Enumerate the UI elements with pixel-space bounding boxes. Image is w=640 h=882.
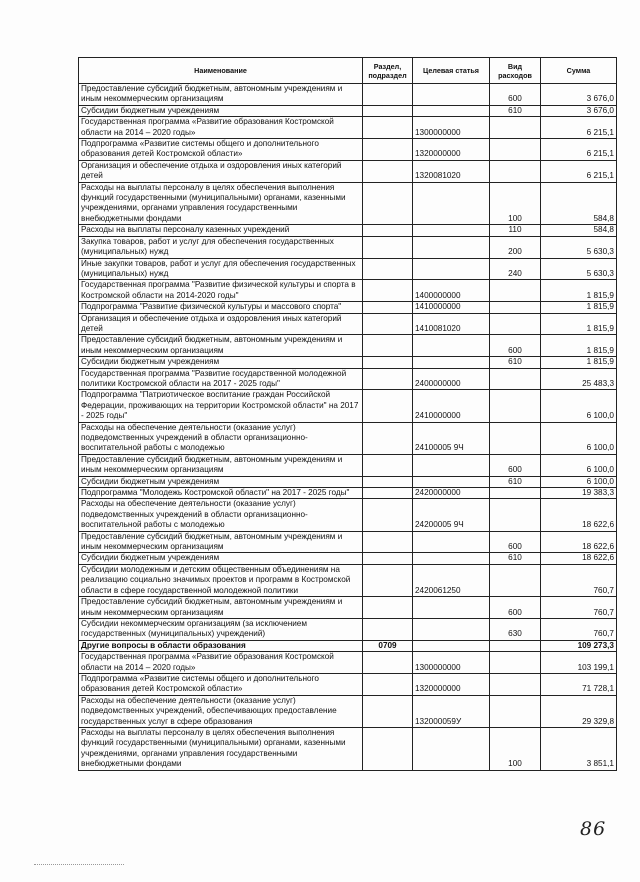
cell-name: Организация и обеспечение отдыха и оздоровления иных категорий детей — [79, 313, 363, 335]
cell-section — [363, 597, 413, 619]
cell-sum: 5 630,3 — [541, 236, 617, 258]
cell-section — [363, 727, 413, 770]
cell-exptype — [490, 499, 541, 531]
cell-name: Субсидии бюджетным учреждениям — [79, 105, 363, 116]
table-row — [79, 695, 617, 727]
budget-table — [78, 57, 617, 771]
cell-target — [413, 727, 490, 770]
table-row — [79, 117, 617, 139]
cell-exptype — [490, 673, 541, 695]
cell-exptype — [490, 640, 541, 651]
cell-sum: 3 676,0 — [541, 84, 617, 106]
table-row — [79, 225, 617, 236]
cell-name: Подпрограмма "Патриотическое воспитание граждан Российской Федерации, проживающих на территории Костромской области" на 2017 - 2025 годы" — [79, 390, 363, 422]
table-row — [79, 280, 617, 302]
table-row — [79, 357, 617, 368]
cell-name: Расходы на обеспечение деятельности (оказание услуг) подведомственных учреждений в области организационно-воспитательной работы с молодежью — [79, 499, 363, 531]
cell-target: 24200005 9Ч — [413, 499, 490, 531]
cell-name: Другие вопросы в области образования — [79, 640, 363, 651]
cell-target: 1300000000 — [413, 117, 490, 139]
cell-name: Предоставление субсидий бюджетным, автономным учреждениям и иным некоммерческим организациям — [79, 454, 363, 476]
cell-section — [363, 652, 413, 674]
cell-section — [363, 476, 413, 487]
cell-name: Государственная программа "Развитие физической культуры и спорта в Костромской области на 2014-2020 годы" — [79, 280, 363, 302]
cell-sum: 6 100,0 — [541, 454, 617, 476]
cell-name: Подпрограмма "Молодежь Костромской области" на 2017 - 2025 годы" — [79, 488, 363, 499]
cell-target — [413, 597, 490, 619]
cell-sum: 760,7 — [541, 618, 617, 640]
cell-target — [413, 640, 490, 651]
page-number: 86 — [580, 818, 607, 840]
cell-target: 2400000000 — [413, 368, 490, 390]
cell-sum: 5 630,3 — [541, 258, 617, 280]
cell-exptype: 610 — [490, 105, 541, 116]
table-row — [79, 454, 617, 476]
cell-section — [363, 618, 413, 640]
cell-sum: 1 815,9 — [541, 302, 617, 313]
cell-name: Предоставление субсидий бюджетным, автономным учреждениям и иным некоммерческим организациям — [79, 531, 363, 553]
header-section: Раздел, подраздел — [363, 58, 413, 84]
cell-section — [363, 564, 413, 596]
cell-sum: 18 622,6 — [541, 499, 617, 531]
cell-sum: 1 815,9 — [541, 357, 617, 368]
cell-name: Предоставление субсидий бюджетным, автономным учреждениям и иным некоммерческим организациям — [79, 335, 363, 357]
cell-name: Государственная программа "Развитие государственной молодежной политики Костромской области на 2017 - 2025 годы" — [79, 368, 363, 390]
cell-sum: 1 815,9 — [541, 313, 617, 335]
cell-section — [363, 105, 413, 116]
cell-target — [413, 236, 490, 258]
cell-exptype: 600 — [490, 531, 541, 553]
table-row — [79, 160, 617, 182]
table-row — [79, 553, 617, 564]
cell-sum: 18 622,6 — [541, 553, 617, 564]
cell-target — [413, 454, 490, 476]
cell-name: Расходы на обеспечение деятельности (оказание услуг) подведомственных учреждений в области организационно-воспитательной работы с молодежью — [79, 422, 363, 454]
cell-target — [413, 618, 490, 640]
cell-exptype: 600 — [490, 335, 541, 357]
cell-section — [363, 454, 413, 476]
cell-exptype: 200 — [490, 236, 541, 258]
footer-dotted-line — [34, 864, 124, 865]
cell-target: 1410081020 — [413, 313, 490, 335]
cell-section — [363, 390, 413, 422]
cell-name: Государственная программа «Развитие образования Костромской области на 2014 – 2020 годы» — [79, 117, 363, 139]
cell-target — [413, 258, 490, 280]
table-row — [79, 652, 617, 674]
cell-name: Организация и обеспечение отдыха и оздоровления иных категорий детей — [79, 160, 363, 182]
cell-target: 2420000000 — [413, 488, 490, 499]
cell-target: 1400000000 — [413, 280, 490, 302]
cell-section — [363, 182, 413, 225]
table-row — [79, 105, 617, 116]
table-row — [79, 182, 617, 225]
table-row — [79, 84, 617, 106]
table-body — [79, 84, 617, 771]
cell-exptype — [490, 652, 541, 674]
cell-section — [363, 139, 413, 161]
table-row — [79, 499, 617, 531]
cell-section — [363, 531, 413, 553]
cell-target: 1320000000 — [413, 673, 490, 695]
table-row — [79, 531, 617, 553]
cell-sum: 1 815,9 — [541, 280, 617, 302]
cell-sum: 19 383,3 — [541, 488, 617, 499]
header-name: Наименование — [79, 58, 363, 84]
cell-sum: 18 622,6 — [541, 531, 617, 553]
cell-target: 1320000000 — [413, 139, 490, 161]
cell-target — [413, 553, 490, 564]
cell-target: 1320081020 — [413, 160, 490, 182]
cell-name: Государственная программа «Развитие образования Костромской области на 2014 – 2020 годы» — [79, 652, 363, 674]
cell-section — [363, 553, 413, 564]
cell-section — [363, 368, 413, 390]
cell-section — [363, 422, 413, 454]
cell-target: 1300000000 — [413, 652, 490, 674]
cell-exptype — [490, 390, 541, 422]
cell-target: 24100005 9Ч — [413, 422, 490, 454]
cell-sum: 6 215,1 — [541, 160, 617, 182]
cell-name: Закупка товаров, работ и услуг для обеспечения государственных (муниципальных) нужд — [79, 236, 363, 258]
cell-name: Субсидии бюджетным учреждениям — [79, 476, 363, 487]
table-row — [79, 640, 617, 651]
cell-sum: 6 100,0 — [541, 422, 617, 454]
table-row — [79, 302, 617, 313]
cell-sum: 1 815,9 — [541, 335, 617, 357]
cell-name: Субсидии бюджетным учреждениям — [79, 553, 363, 564]
cell-target: 132000059У — [413, 695, 490, 727]
cell-sum: 3 676,0 — [541, 105, 617, 116]
table-row — [79, 368, 617, 390]
cell-sum: 103 199,1 — [541, 652, 617, 674]
cell-section — [363, 313, 413, 335]
cell-sum: 71 728,1 — [541, 673, 617, 695]
header-sum: Сумма — [541, 58, 617, 84]
cell-section — [363, 499, 413, 531]
header-exptype: Вид расходов — [490, 58, 541, 84]
cell-exptype — [490, 313, 541, 335]
cell-sum: 6 100,0 — [541, 390, 617, 422]
cell-exptype — [490, 280, 541, 302]
cell-exptype: 610 — [490, 357, 541, 368]
table-row — [79, 335, 617, 357]
cell-exptype: 100 — [490, 182, 541, 225]
cell-name: Подпрограмма «Развитие системы общего и дополнительного образования детей Костромской области» — [79, 139, 363, 161]
cell-section — [363, 280, 413, 302]
cell-section — [363, 695, 413, 727]
cell-sum: 6 215,1 — [541, 117, 617, 139]
cell-name: Расходы на выплаты персоналу в целях обеспечения выполнения функций государственными (муниципальными) органами, казенными учреждениями, органами управления государственными внебюджетными фондами — [79, 182, 363, 225]
cell-exptype: 100 — [490, 727, 541, 770]
cell-exptype: 630 — [490, 618, 541, 640]
table-row — [79, 597, 617, 619]
table-row — [79, 727, 617, 770]
cell-sum: 584,8 — [541, 182, 617, 225]
table-row — [79, 139, 617, 161]
cell-target: 2420061250 — [413, 564, 490, 596]
cell-sum: 3 851,1 — [541, 727, 617, 770]
cell-sum: 29 329,8 — [541, 695, 617, 727]
cell-target — [413, 182, 490, 225]
cell-exptype — [490, 488, 541, 499]
cell-target — [413, 335, 490, 357]
cell-name: Предоставление субсидий бюджетным, автономным учреждениям и иным некоммерческим организациям — [79, 597, 363, 619]
cell-target — [413, 105, 490, 116]
cell-target — [413, 531, 490, 553]
cell-exptype — [490, 368, 541, 390]
cell-exptype — [490, 564, 541, 596]
cell-section — [363, 673, 413, 695]
cell-section — [363, 84, 413, 106]
table-row — [79, 236, 617, 258]
cell-name: Субсидии бюджетным учреждениям — [79, 357, 363, 368]
cell-section — [363, 160, 413, 182]
cell-target — [413, 476, 490, 487]
cell-sum: 760,7 — [541, 564, 617, 596]
cell-sum: 584,8 — [541, 225, 617, 236]
table-row — [79, 488, 617, 499]
cell-exptype: 240 — [490, 258, 541, 280]
table-row — [79, 390, 617, 422]
cell-section: 0709 — [363, 640, 413, 651]
cell-exptype — [490, 302, 541, 313]
cell-section — [363, 302, 413, 313]
cell-exptype — [490, 695, 541, 727]
cell-exptype: 110 — [490, 225, 541, 236]
cell-target — [413, 225, 490, 236]
table-row — [79, 258, 617, 280]
header-target: Целевая статья — [413, 58, 490, 84]
cell-sum: 760,7 — [541, 597, 617, 619]
cell-name: Иные закупки товаров, работ и услуг для обеспечения государственных (муниципальных) нужд — [79, 258, 363, 280]
cell-sum: 6 100,0 — [541, 476, 617, 487]
cell-name: Расходы на выплаты персоналу казенных учреждений — [79, 225, 363, 236]
table-row — [79, 476, 617, 487]
cell-name: Расходы на обеспечение деятельности (оказание услуг) подведомственных учреждений, обеспечивающих предоставление государственных услуг в сфере образования — [79, 695, 363, 727]
cell-exptype: 600 — [490, 84, 541, 106]
cell-exptype: 610 — [490, 553, 541, 564]
cell-exptype: 600 — [490, 454, 541, 476]
cell-target: 1410000000 — [413, 302, 490, 313]
cell-sum: 6 215,1 — [541, 139, 617, 161]
cell-exptype: 610 — [490, 476, 541, 487]
cell-section — [363, 236, 413, 258]
cell-name: Подпрограмма «Развитие системы общего и дополнительного образования детей Костромской области» — [79, 673, 363, 695]
cell-sum: 25 483,3 — [541, 368, 617, 390]
cell-exptype — [490, 139, 541, 161]
cell-exptype — [490, 117, 541, 139]
cell-section — [363, 488, 413, 499]
cell-target — [413, 84, 490, 106]
cell-name: Предоставление субсидий бюджетным, автономным учреждениям и иным некоммерческим организациям — [79, 84, 363, 106]
table-header — [79, 58, 617, 84]
table-row — [79, 422, 617, 454]
cell-exptype: 600 — [490, 597, 541, 619]
cell-exptype — [490, 422, 541, 454]
table-row — [79, 564, 617, 596]
table-row — [79, 618, 617, 640]
cell-name: Подпрограмма "Развитие физической культуры и массового спорта" — [79, 302, 363, 313]
cell-name: Субсидии молодежным и детским общественным объединениям на реализацию социально значимых проектов и программ в Костромской области в сфере государственной молодежной политики — [79, 564, 363, 596]
cell-target — [413, 357, 490, 368]
cell-exptype — [490, 160, 541, 182]
cell-section — [363, 225, 413, 236]
cell-section — [363, 258, 413, 280]
cell-section — [363, 335, 413, 357]
cell-target: 2410000000 — [413, 390, 490, 422]
cell-section — [363, 357, 413, 368]
table-row — [79, 313, 617, 335]
cell-name: Субсидии некоммерческим организациям (за исключением государственных (муниципальных) учреждений) — [79, 618, 363, 640]
cell-sum: 109 273,3 — [541, 640, 617, 651]
cell-section — [363, 117, 413, 139]
cell-name: Расходы на выплаты персоналу в целях обеспечения выполнения функций государственными (муниципальными) органами, казенными учреждениями, органами управления государственными внебюджетными фондами — [79, 727, 363, 770]
table-row — [79, 673, 617, 695]
